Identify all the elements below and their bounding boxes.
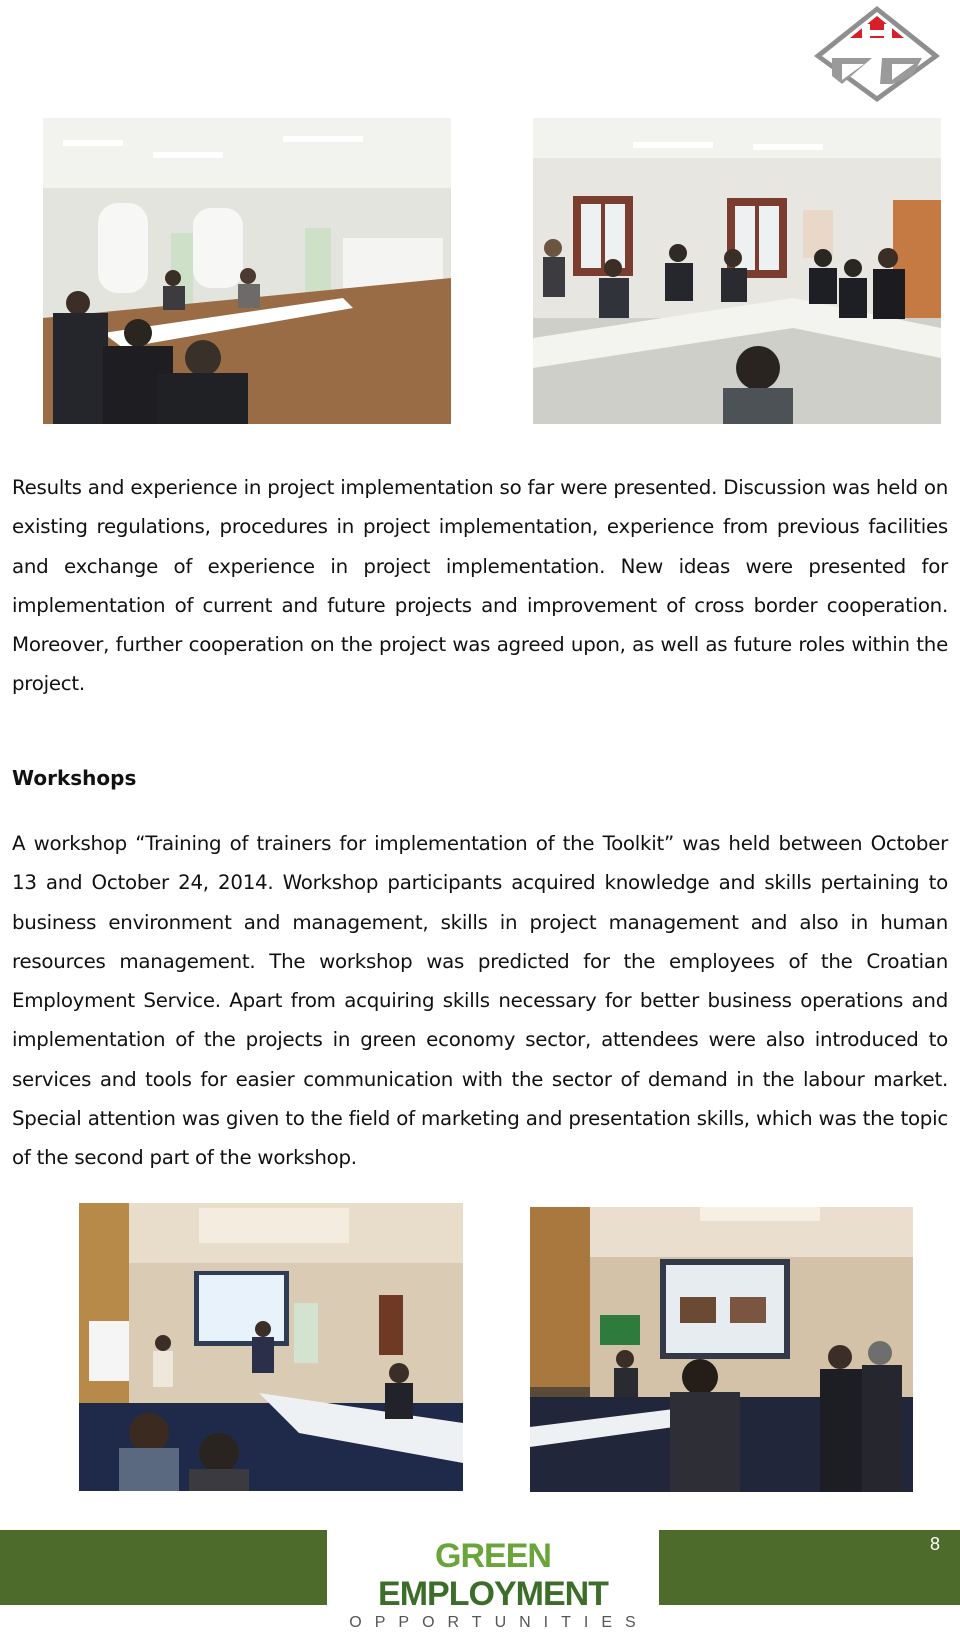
- brand-title: [327, 1537, 659, 1613]
- workshop-photo-2: [530, 1207, 913, 1492]
- footer-bar: [0, 1530, 960, 1631]
- paragraph-workshop: A workshop “Training of trainers for implementation of the Toolkit” was held between October 13 and October 24, 2014. Workshop participants acquired knowledge and skills pertaining to business environment and management, skills in project management and also in human resources management. The workshop was predicted for the employees of the Croatian Employment Service. Apart from acquiring skills necessary for better business operations and implementation of the projects in green economy sector, attendees were also introduced to services and tools for easier communication with the sector of demand in the labour market. Special attention was given to the field of marketing and presentation skills, which was the topic of the second part of the workshop.: [12, 832, 948, 1170]
- hz-logo-icon: [812, 4, 942, 104]
- brand-subtitle: OPPORTUNITIES: [349, 1614, 649, 1631]
- workshop-photo-1: [79, 1203, 463, 1491]
- brand-word-green: GREEN: [435, 1537, 551, 1575]
- meeting-photo-2: [533, 118, 941, 424]
- meeting-photo-1: [43, 118, 451, 424]
- section-heading-workshops: Workshops: [12, 766, 137, 790]
- paragraph-results: Results and experience in project implementation so far were presented. Discussion was held on existing regulations, procedures in project implementation, experience from previous facilities and exchange of experience in project implementation. New ideas were presented for implementation of current and future projects and improvement of cross border cooperation. Moreover, further cooperation on the project was agreed upon, as well as future roles within the project.: [12, 476, 948, 696]
- brand-word-employment: EMPLOYMENT: [378, 1575, 608, 1613]
- brand-logo: [327, 1530, 659, 1631]
- page-number: 8: [930, 1534, 941, 1554]
